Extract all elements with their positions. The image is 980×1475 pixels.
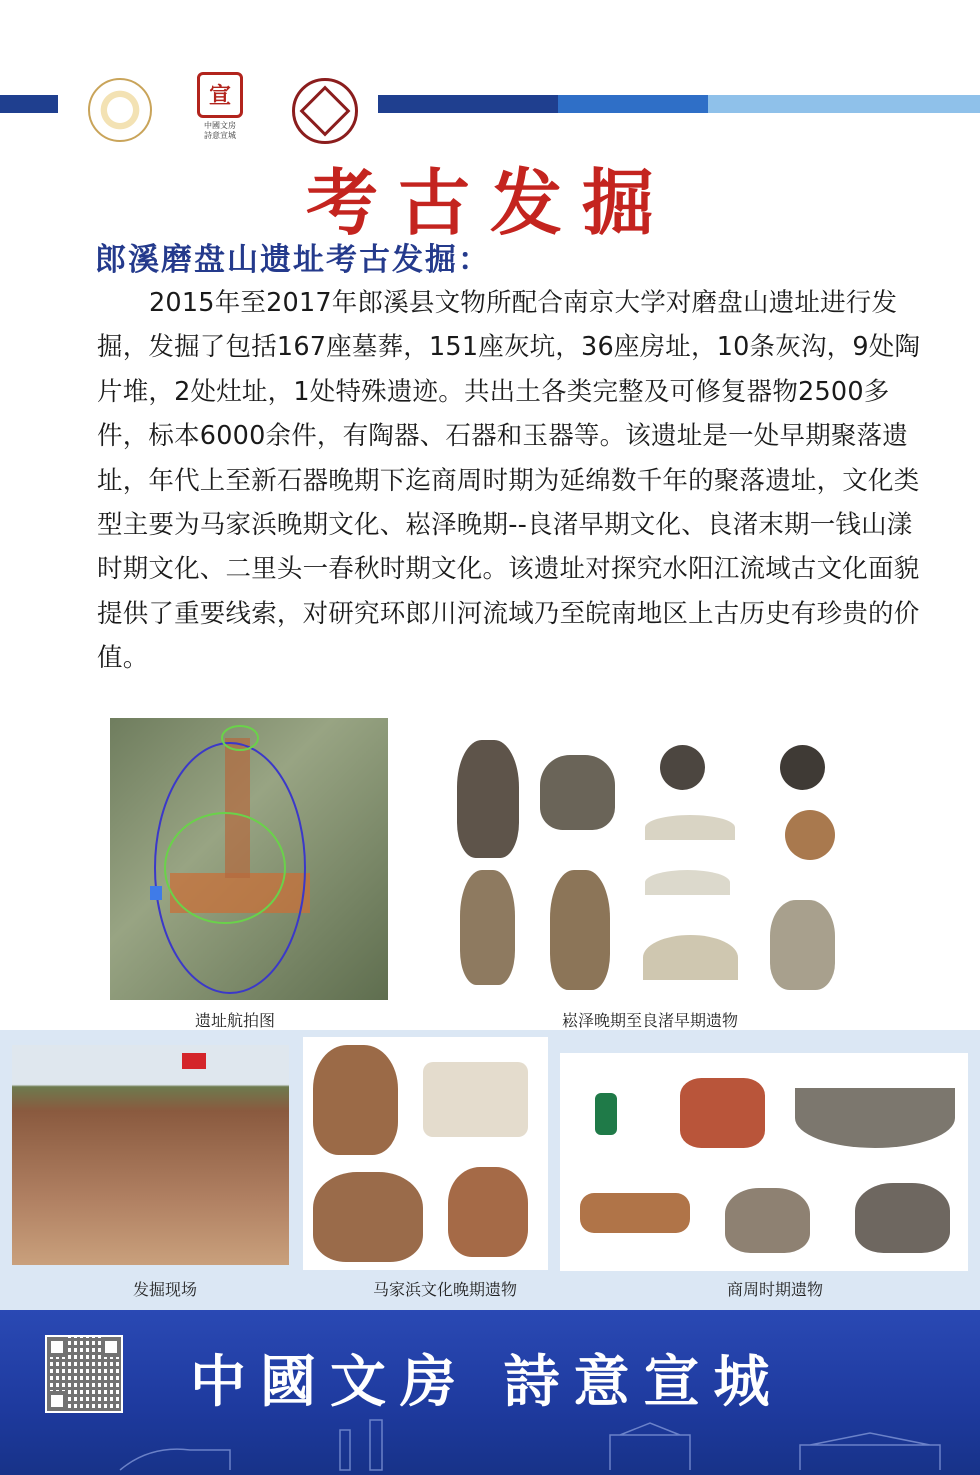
artifact-disc-1 (660, 745, 705, 790)
red-flag-icon (182, 1053, 206, 1069)
header-bar-right-dark (378, 95, 558, 113)
artifact-jade-arc-1 (645, 815, 735, 840)
header-bar-left (0, 95, 58, 113)
aerial-photo (110, 718, 388, 1000)
artifact-large-pot (313, 1172, 423, 1262)
article-heading: 郎溪磨盘山遗址考古发掘： (95, 242, 491, 278)
artifact-tripod-tray (423, 1062, 528, 1137)
artifact-disc-2 (780, 745, 825, 790)
artifact-cup (770, 900, 835, 990)
site-outline-overlay (110, 718, 388, 1000)
city-skyline-illustration (110, 1415, 980, 1475)
artifact-bowl (795, 1088, 955, 1148)
qr-code[interactable] (45, 1335, 123, 1413)
shangzhou-artifacts-panel (560, 1053, 968, 1271)
caption-majiabang: 马家浜文化晚期遗物 (372, 1280, 517, 1299)
artifact-disc-3 (785, 810, 835, 860)
artifact-stand-2 (550, 870, 610, 990)
caption-excavation: 发掘现场 (132, 1280, 197, 1299)
artifact-roller (580, 1193, 690, 1233)
artifact-tripod-jar (313, 1045, 398, 1155)
artifact-jar (457, 740, 519, 858)
artifact-jade-arc-3 (643, 935, 738, 980)
page-title: 考古发掘 (305, 160, 674, 245)
header-bar-right-light (708, 95, 980, 113)
qr-finder-icon (47, 1337, 67, 1357)
artifact-animal-vessel (448, 1167, 528, 1257)
china-cultural-heritage-logo (88, 78, 152, 142)
qr-finder-icon (101, 1337, 121, 1357)
artifact-jade-arc-2 (645, 870, 730, 895)
caption-shangzhou: 商周时期遗物 (726, 1280, 823, 1299)
caption-songze: 崧泽晚期至良渚早期遗物 (561, 1011, 738, 1030)
artifact-grey-pot (855, 1183, 950, 1253)
header-bar-right-mid (558, 95, 708, 113)
artifact-shard-pot (725, 1188, 810, 1253)
museum-emblem-logo (292, 78, 358, 144)
artifact-green-bead (595, 1093, 617, 1135)
artifact-stand-1 (460, 870, 515, 985)
seal-icon: 宣 (197, 72, 243, 118)
caption-aerial: 遗址航拍图 (194, 1011, 275, 1030)
footer-slogan: 中國文房 詩意宣城 (190, 1349, 784, 1415)
songze-artifacts-panel (445, 730, 855, 1000)
qr-finder-icon (47, 1391, 67, 1411)
excavation-photo (12, 1045, 289, 1265)
xuancheng-city-logo (190, 70, 250, 142)
majiabang-artifacts-panel (303, 1037, 548, 1270)
article-paragraph: 2015年至2017年郎溪县文物所配合南京大学对磨盘山遗址进行发掘，发掘了包括167座墓葬，151座灰坑，36座房址，10条灰沟，9处陶片堆，2处灶址，1处特殊遗迹。共出土各类完整及可修复器物2500多件，标本6000余件，有陶器、石器和玉器等。该遗址是一处早期聚落遗址，年代上至新石器晚期下迄商周时期为延绵数千年的聚落遗址，文化类型主要为马家浜晚期文化、崧泽晚期--良渚早期文化、良渚末期一钱山漾时期文化、二里头一春秋时期文化。该遗址对探究水阳江流域古文化面貌提供了重要线索，对研究环郎川河流域乃至皖南地区上古历史有珍贵的价值。 (97, 288, 921, 674)
artifact-pot (540, 755, 615, 830)
qr-code-pattern (47, 1337, 121, 1411)
diamond-emblem-icon (300, 86, 351, 137)
logo-seal-text: 中國文房 詩意宣城 (204, 120, 236, 140)
artifact-red-spindle (680, 1078, 765, 1148)
